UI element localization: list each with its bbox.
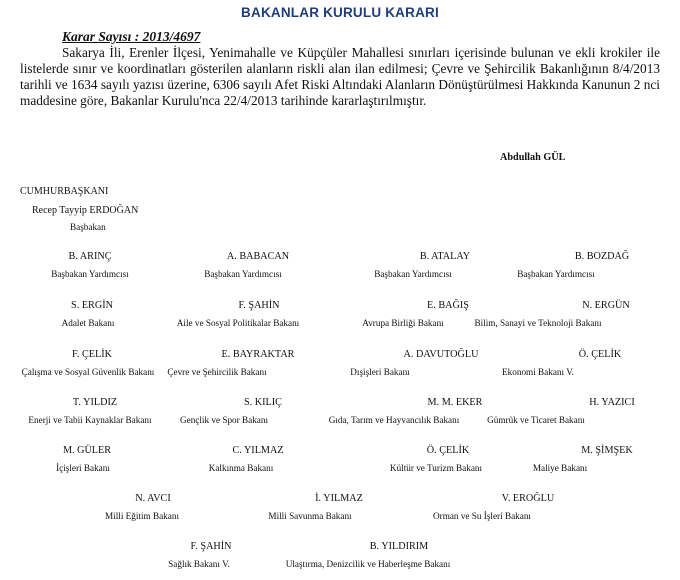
minister-name: B. ARINÇ [68, 251, 112, 262]
minister-title: Gençlik ve Spor Bakanı [179, 415, 269, 425]
minister-name: A. BABACAN [226, 251, 290, 262]
minister-name: S. ERGİN [71, 300, 113, 311]
minister-name: S. KILIÇ [244, 397, 282, 408]
minister-title: Bilim, Sanayi ve Teknoloji Bakanı [474, 318, 602, 328]
minister-name: A. DAVUTOĞLU [403, 349, 479, 360]
minister-name: N. ERGÜN [582, 300, 630, 311]
minister-title: Kalkınma Bakanı [208, 463, 274, 473]
minister-title: Adalet Bakanı [61, 318, 115, 328]
minister-title: Orman ve Su İşleri Bakanı [433, 511, 531, 521]
minister-name: M. M. EKER [427, 397, 483, 408]
minister-name: H. YAZICI [589, 397, 635, 408]
minister-name: V. EROĞLU [501, 493, 555, 504]
minister-name: M. GÜLER [62, 445, 112, 456]
minister-title: Maliye Bakanı [532, 463, 588, 473]
minister-name: F. ŞAHİN [238, 300, 280, 311]
minister-title: İçişleri Bakanı [56, 463, 110, 473]
prime-minister-name: Recep Tayyip ERDOĞAN [32, 205, 139, 216]
decision-paragraph: Sakarya İli, Erenler İlçesi, Yenimahalle ve Küpçüler Mahallesi sınırları içerisinde bulunan ve ekli krokiler ile listelerde sınır ve koordinatları gösterilen alanların riskli alan ilan edilmesi; Çevre ve Şehircilik Bakanlığının 8/4/2013 tarihli ve 1634 sayılı yazısı üzerine, 6306 sayılı Afet Riski Altındaki Alanların Dönüştürülmesi Hakkında Kanunun 2 nci maddesine göre, Bakanlar Kurulu'nca 22/4/2013 tarihinde kararlaştırılmıştır. [20, 45, 660, 108]
minister-name: B. YILDIRIM [369, 541, 429, 552]
minister-name: M. ŞİMŞEK [581, 445, 633, 456]
minister-name: B. BOZDAĞ [574, 251, 630, 262]
minister-name: Ö. ÇELİK [578, 349, 622, 360]
minister-name: B. ATALAY [419, 251, 471, 262]
minister-name: F. ÇELİK [72, 349, 112, 360]
minister-title: Başbakan Yardımcısı [374, 269, 452, 279]
minister-name: N. AVCI [135, 493, 171, 504]
president-heading: CUMHURBAŞKANI [20, 186, 109, 197]
minister-title: Enerji ve Tabii Kaynaklar Bakanı [28, 415, 152, 425]
minister-name: Ö. ÇELİK [426, 445, 470, 456]
minister-title: Dışişleri Bakanı [350, 367, 410, 377]
decision-number: Karar Sayısı : 2013/4697 [62, 29, 201, 44]
minister-title: Avrupa Birliği Bakanı [362, 318, 444, 328]
minister-title: Gümrük ve Ticaret Bakanı [487, 415, 585, 425]
minister-title: Başbakan Yardımcısı [517, 269, 595, 279]
minister-title: Çalışma ve Sosyal Güvenlik Bakanı [21, 367, 155, 377]
minister-title: Kültür ve Turizm Bakanı [389, 463, 483, 473]
minister-name: F. ŞAHİN [190, 541, 232, 552]
minister-title: Aile ve Sosyal Politikalar Bakanı [176, 318, 300, 328]
minister-title: Milli Savunma Bakanı [268, 511, 352, 521]
minister-title: Çevre ve Şehircilik Bakanı [167, 367, 267, 377]
minister-name: C. YILMAZ [232, 445, 284, 456]
minister-name: E. BAĞIŞ [427, 300, 469, 311]
minister-title: Ulaştırma, Denizcilik ve Haberleşme Bakanı [285, 559, 451, 569]
decision-text [20, 45, 660, 109]
minister-name: T. YILDIZ [72, 397, 118, 408]
minister-title: Başbakan Yardımcısı [51, 269, 129, 279]
prime-minister-title: Başbakan [70, 222, 106, 232]
president-name: Abdullah GÜL [500, 152, 566, 163]
minister-title: Gıda, Tarım ve Hayvancılık Bakanı [328, 415, 460, 425]
minister-title: Başbakan Yardımcısı [204, 269, 282, 279]
minister-title: Sağlık Bakanı V. [168, 559, 230, 569]
minister-title: Ekonomi Bakanı V. [502, 367, 574, 377]
document-title: BAKANLAR KURULU KARARI [241, 5, 439, 20]
minister-name: İ. YILMAZ [315, 493, 363, 504]
minister-name: E. BAYRAKTAR [221, 349, 295, 360]
minister-title: Milli Eğitim Bakanı [104, 511, 180, 521]
